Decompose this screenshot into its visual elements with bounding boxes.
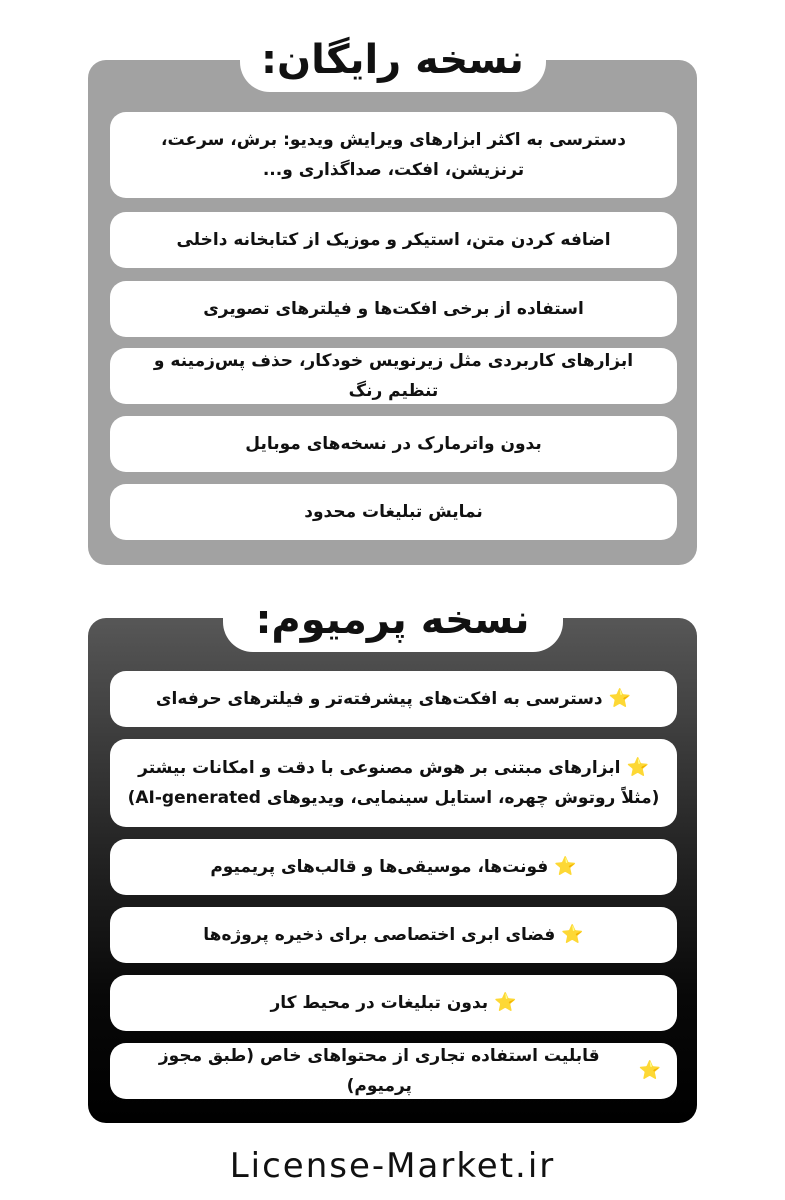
star-icon: ⭐	[494, 992, 517, 1013]
feature-text: استفاده از برخی افکت‌ها و فیلترهای تصویری	[203, 299, 584, 319]
free-feature-card	[110, 212, 677, 268]
free-feature-card	[110, 112, 677, 198]
feature-text: بدون تبلیغات در محیط کار	[270, 993, 489, 1013]
star-icon: ⭐	[626, 757, 649, 778]
star-icon: ⭐	[638, 1060, 661, 1081]
feature-text: فضای ابری اختصاصی برای ذخیره پروژه‌ها	[203, 925, 556, 945]
premium-feature-card	[110, 739, 677, 827]
feature-text: قابلیت استفاده تجاری از محتواهای خاص (طبق مجوز پرمیوم)	[158, 1046, 600, 1096]
free-feature-card	[110, 484, 677, 540]
free-feature-card	[110, 416, 677, 472]
feature-text: دسترسی به افکت‌های پیشرفته‌تر و فیلترهای حرفه‌ای	[155, 689, 603, 709]
feature-text: اضافه کردن متن، استیکر و موزیک از کتابخانه داخلی	[176, 230, 611, 250]
feature-text: ابزارهای مبتنی بر هوش مصنوعی با دقت و امکانات بیشتر (مثلاً روتوش چهره، استایل سینمایی، ویدیوهای AI-generated)	[127, 758, 660, 808]
premium-feature-card	[110, 1043, 677, 1099]
feature-text: دسترسی به اکثر ابزارهای ویرایش ویدیو: برش، سرعت، ترنزیشن، افکت، صداگذاری و...	[161, 130, 626, 180]
premium-feature-card	[110, 975, 677, 1031]
free-feature-card	[110, 348, 677, 404]
premium-feature-card	[110, 671, 677, 727]
free-feature-card	[110, 281, 677, 337]
feature-text: ابزارهای کاربردی مثل زیرنویس خودکار، حذف پس‌زمینه و تنظیم رنگ	[153, 351, 634, 401]
star-icon: ⭐	[608, 688, 632, 709]
star-icon: ⭐	[554, 856, 577, 877]
free-plan-title: نسخه رایگان:	[240, 28, 546, 92]
feature-text: فونت‌ها، موسیقی‌ها و قالب‌های پریمیوم	[210, 857, 549, 877]
star-icon: ⭐	[561, 924, 584, 945]
premium-feature-card	[110, 907, 677, 963]
footer-site-name: License-Market.ir	[229, 1146, 556, 1186]
premium-plan-title: نسخه پرمیوم:	[223, 588, 563, 652]
premium-feature-card	[110, 839, 677, 895]
feature-text: نمایش تبلیغات محدود	[304, 502, 483, 522]
feature-text: بدون واترمارک در نسخه‌های موبایل	[245, 434, 542, 454]
